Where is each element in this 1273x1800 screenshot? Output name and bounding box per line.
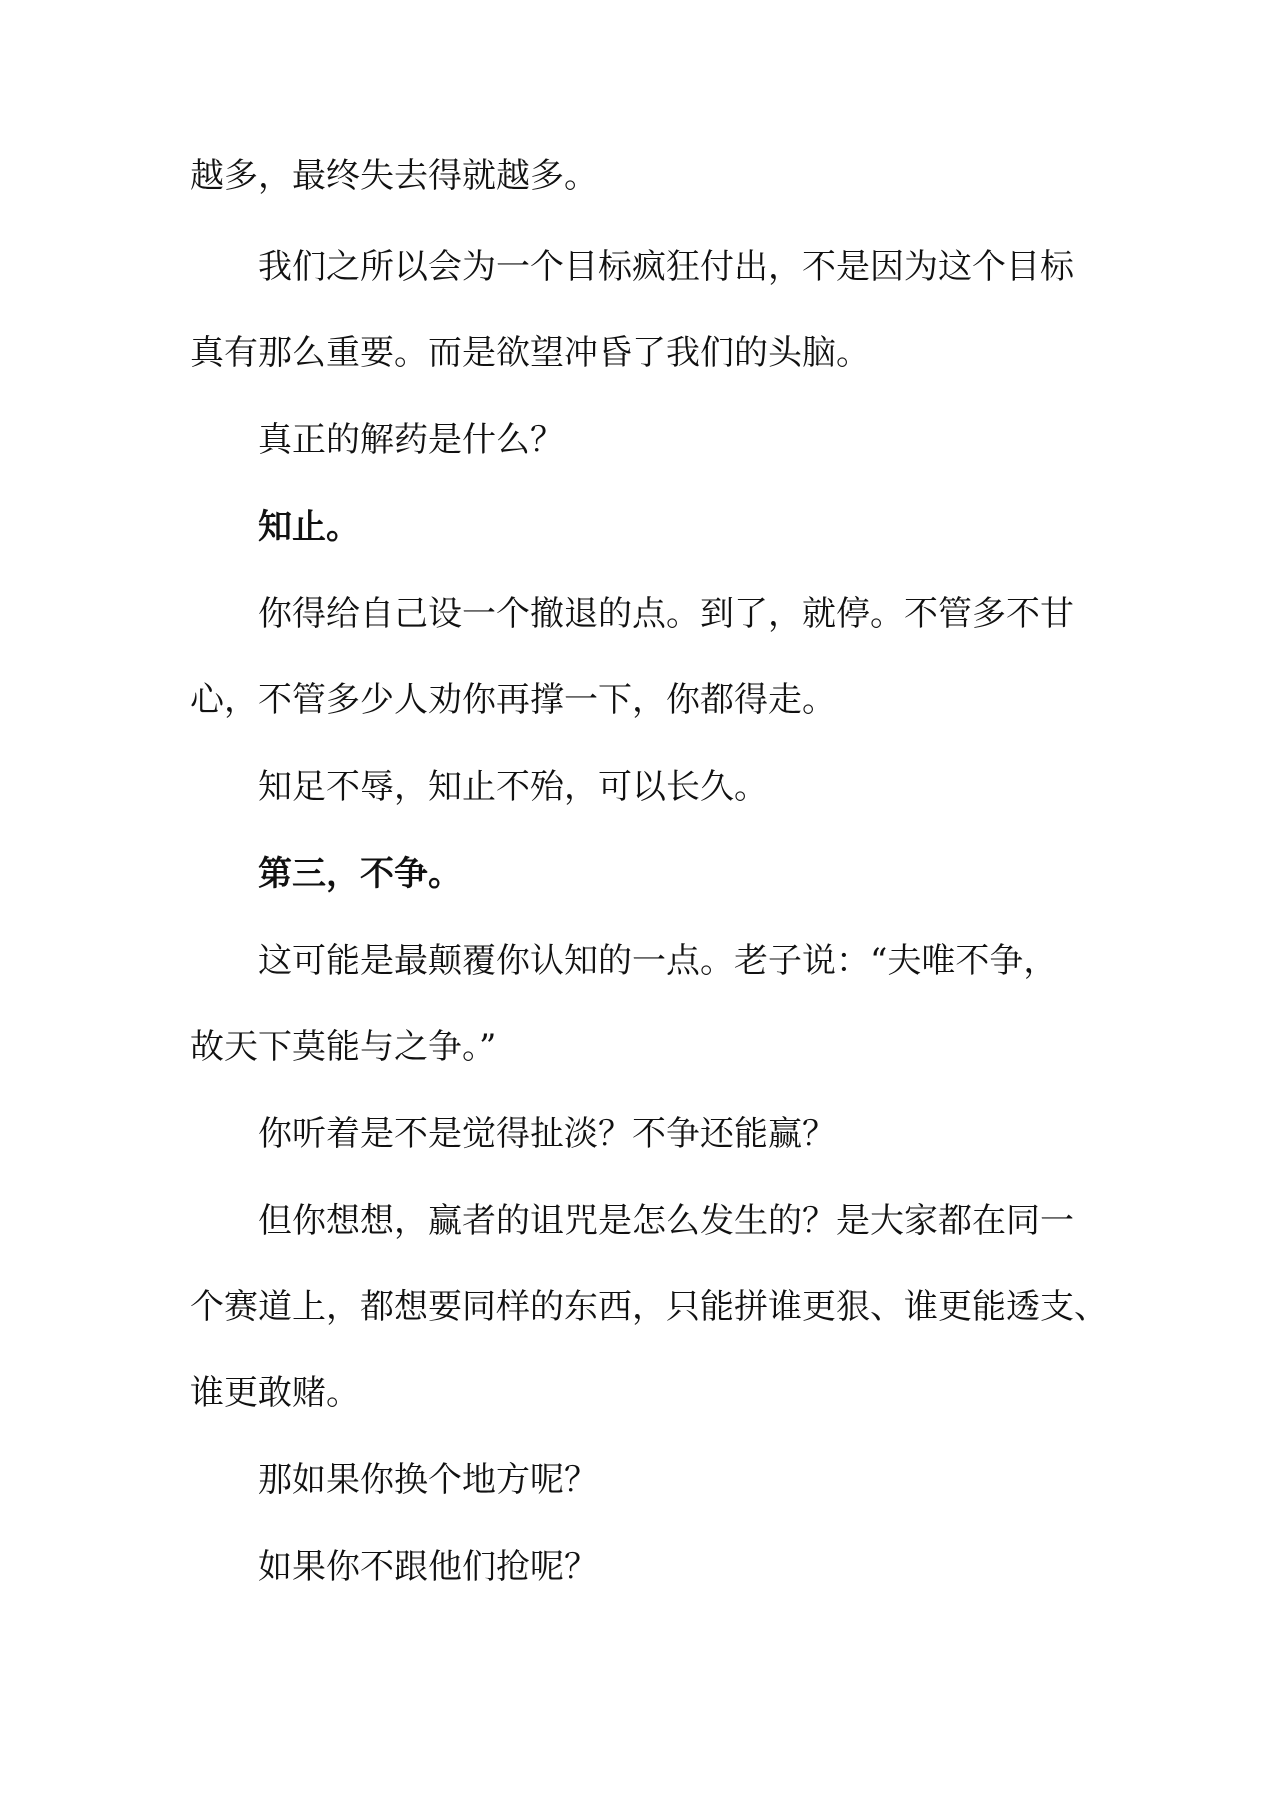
paragraph-line: 但你想想，赢者的诅咒是怎么发生的？是大家都在同一 [258, 1201, 1074, 1241]
paragraph-1 [190, 133, 1090, 219]
paragraph-line: 知止。 [258, 507, 360, 547]
paragraph-line: 你得给自己设一个撤退的点。到了，就停。不管多不甘 [258, 594, 1074, 634]
paragraph-line: 真正的解药是什么？ [258, 420, 564, 460]
paragraph-line: 真有那么重要。而是欲望冲昏了我们的头脑。 [190, 333, 870, 373]
paragraph-line: 如果你不跟他们抢呢？ [258, 1547, 598, 1587]
paragraph-2 [190, 224, 1090, 396]
paragraph-12 [190, 1524, 1090, 1610]
paragraph-line: 谁更敢赌。 [190, 1373, 360, 1413]
section-heading-third [190, 831, 1090, 917]
paragraph-line: 第三，不争。 [258, 854, 462, 894]
paragraph-11 [190, 1437, 1090, 1523]
paragraph-8 [190, 918, 1090, 1090]
section-heading-zhizhi [190, 484, 1090, 570]
paragraph-line: 我们之所以会为一个目标疯狂付出，不是因为这个目标 [258, 247, 1074, 287]
paragraph-line: 这可能是最颠覆你认知的一点。老子说：“夫唯不争， [258, 941, 1058, 981]
paragraph-line: 你听着是不是觉得扯淡？不争还能赢？ [258, 1114, 836, 1154]
paragraph-3 [190, 397, 1090, 483]
paragraph-9 [190, 1091, 1090, 1177]
paragraph-10 [190, 1178, 1108, 1436]
paragraph-line: 那如果你换个地方呢？ [258, 1460, 598, 1500]
paragraph-6 [190, 744, 1090, 830]
paragraph-5 [190, 571, 1090, 743]
paragraph-line: 故天下莫能与之争。” [190, 1027, 497, 1067]
paragraph-line: 个赛道上，都想要同样的东西，只能拼谁更狠、谁更能透支、 [190, 1287, 1108, 1327]
paragraph-line: 越多，最终失去得就越多。 [190, 156, 598, 196]
paragraph-line: 知足不辱，知止不殆，可以长久。 [258, 767, 768, 807]
paragraph-line: 心，不管多少人劝你再撑一下，你都得走。 [190, 680, 836, 720]
